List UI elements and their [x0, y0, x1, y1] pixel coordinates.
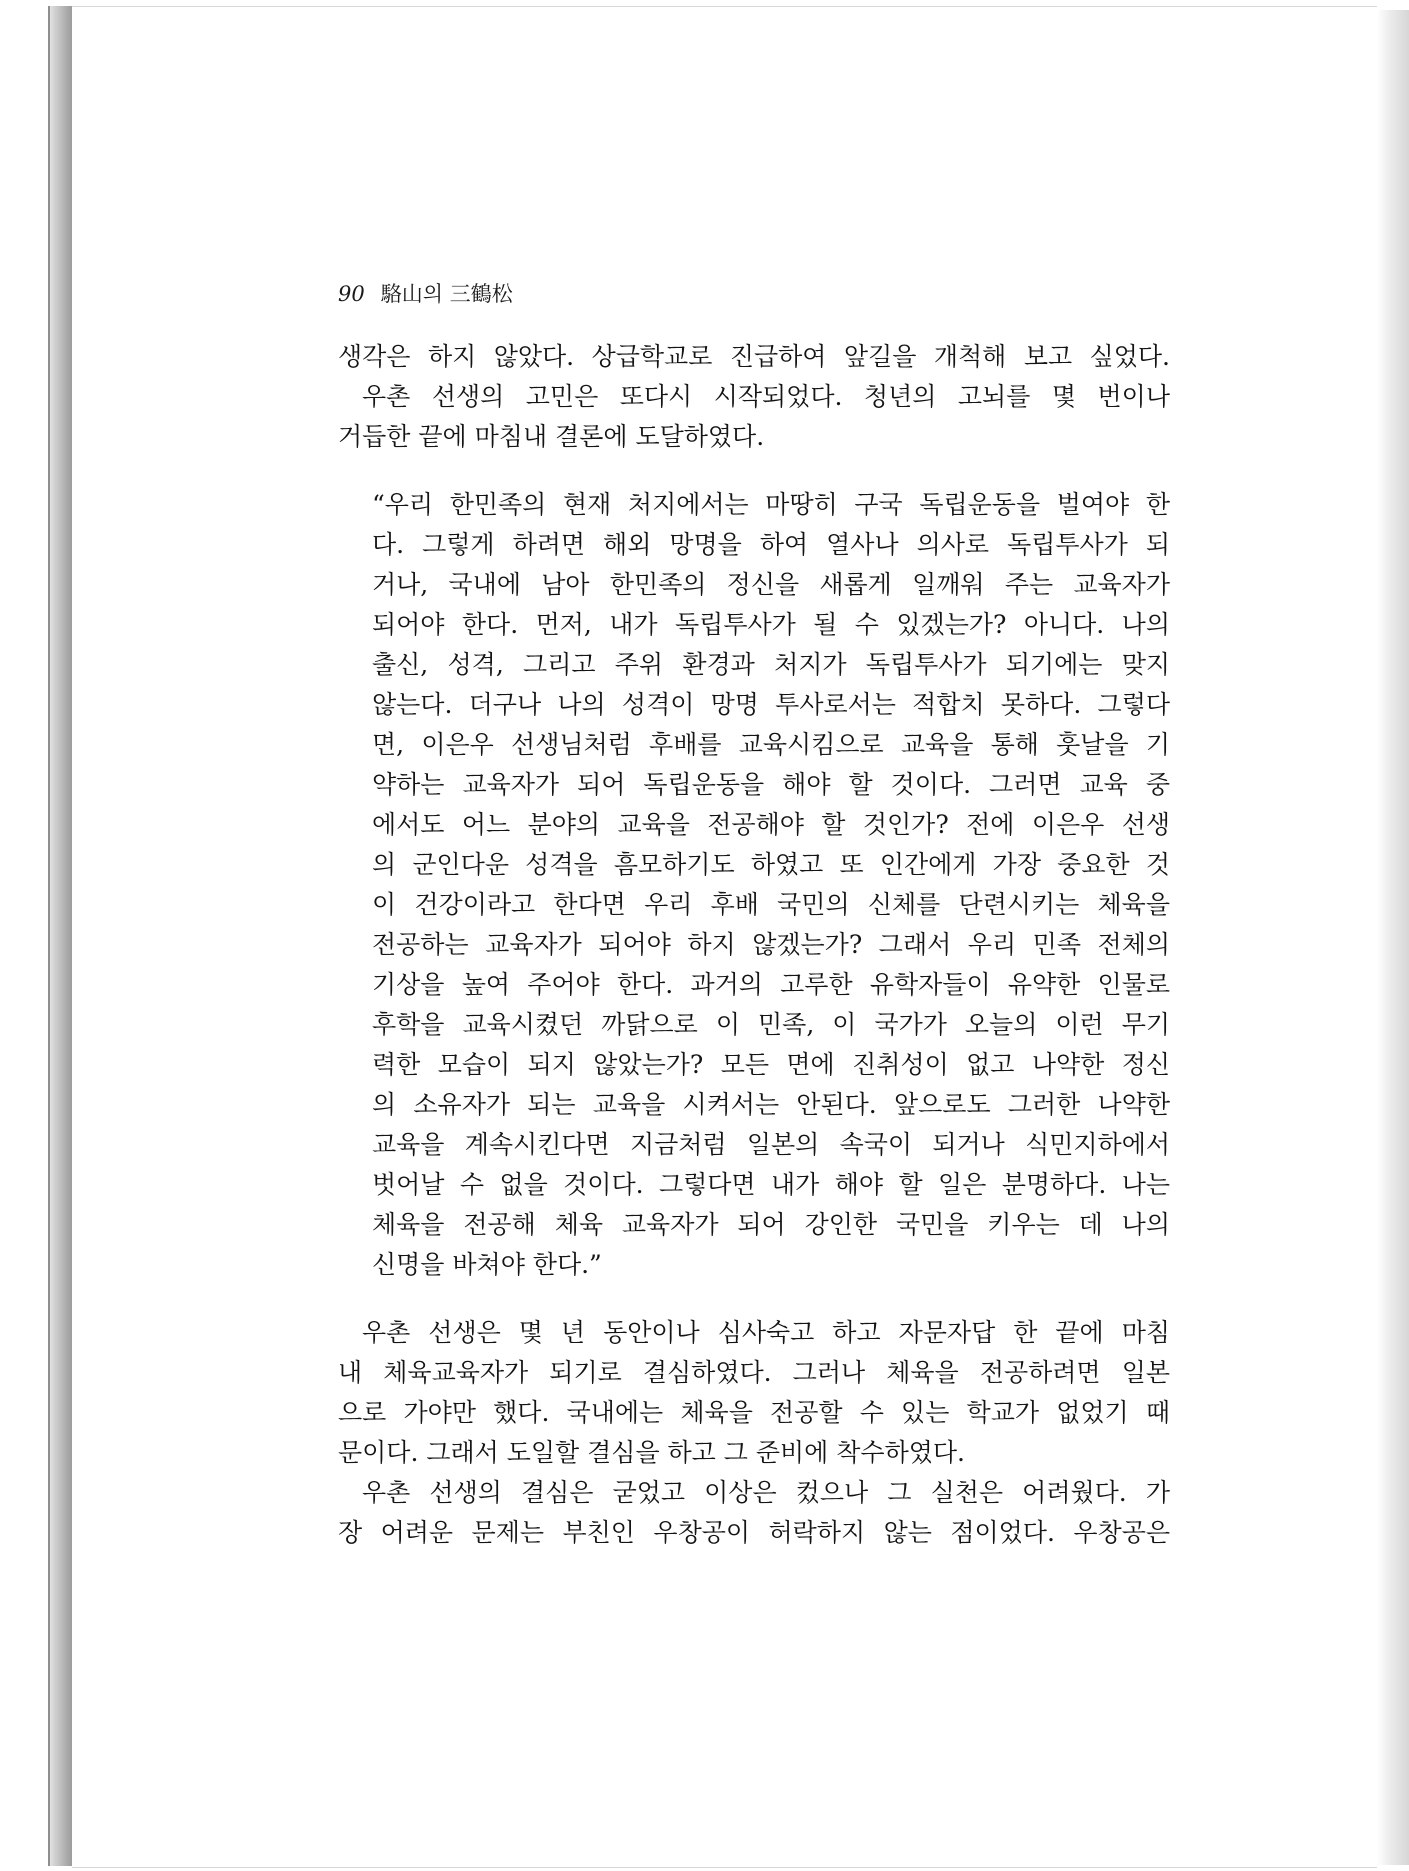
text-line: 문이다. 그래서 도일할 결심을 하고 그 준비에 착수하였다.	[338, 1438, 965, 1467]
body-text	[338, 337, 1170, 1553]
quote-line: 력한 모습이 되지 않았는가? 모든 면에 진취성이 없고 나약한 정신	[372, 1050, 1170, 1079]
book-title: 駱山의 三鶴松	[380, 282, 513, 306]
running-header	[338, 278, 513, 308]
quote-line: 이 건강이라고 한다면 우리 후배 국민의 신체를 단련시키는 체육을	[372, 890, 1170, 919]
text-line: 우촌 선생의 고민은 또다시 시작되었다. 청년의 고뇌를 몇 번이나	[362, 382, 1170, 411]
quote-line: 후학을 교육시켰던 까닭으로 이 민족, 이 국가가 오늘의 이런 무기	[372, 1010, 1170, 1039]
text-line: 생각은 하지 않았다. 상급학교로 진급하여 앞길을 개척해 보고 싶었다.	[338, 342, 1170, 371]
quote-line: 거나, 국내에 남아 한민족의 정신을 새롭게 일깨워 주는 교육자가	[372, 570, 1170, 599]
paragraph-gap	[338, 457, 1170, 485]
quote-line: 벗어날 수 없을 것이다. 그렇다면 내가 해야 할 일은 분명하다. 나는	[372, 1170, 1170, 1199]
quote-line: 되어야 한다. 먼저, 내가 독립투사가 될 수 있겠는가? 아니다. 나의	[372, 610, 1170, 639]
quote-line: 전공하는 교육자가 되어야 하지 않겠는가? 그래서 우리 민족 전체의	[372, 930, 1170, 959]
text-line: 우촌 선생의 결심은 굳었고 이상은 컸으나 그 실천은 어려웠다. 가	[362, 1478, 1170, 1507]
quote-line: 신명을 바쳐야 한다.”	[372, 1250, 602, 1279]
quote-line: 교육을 계속시킨다면 지금처럼 일본의 속국이 되거나 식민지하에서	[372, 1130, 1170, 1159]
text-line: 거듭한 끝에 마침내 결론에 도달하였다.	[338, 422, 765, 451]
text-line: 장 어려운 문제는 부친인 우창공이 허락하지 않는 점이었다. 우창공은	[338, 1518, 1170, 1547]
paragraph-gap	[338, 1285, 1170, 1313]
quote-line: 기상을 높여 주어야 한다. 과거의 고루한 유학자들이 유약한 인물로	[372, 970, 1170, 999]
quote-line: 다. 그렇게 하려면 해외 망명을 하여 열사나 의사로 독립투사가 되	[372, 530, 1170, 559]
page-stack-edge	[48, 6, 72, 1866]
block-quote	[338, 485, 1170, 1285]
quote-line: 체육을 전공해 체육 교육자가 되어 강인한 국민을 키우는 데 나의	[372, 1210, 1170, 1239]
quote-line: 출신, 성격, 그리고 주위 환경과 처지가 독립투사가 되기에는 맞지	[372, 650, 1170, 679]
quote-line: 의 소유자가 되는 교육을 시켜서는 안된다. 앞으로도 그러한 나약한	[372, 1090, 1170, 1119]
text-line: 으로 가야만 했다. 국내에는 체육을 전공할 수 있는 학교가 없었기 때	[338, 1398, 1170, 1427]
text-line: 내 체육교육자가 되기로 결심하였다. 그러나 체육을 전공하려면 일본	[338, 1358, 1170, 1387]
quote-line: 면, 이은우 선생님처럼 후배를 교육시킴으로 교육을 통해 훗날을 기	[372, 730, 1170, 759]
quote-line: 의 군인다운 성격을 흠모하기도 하였고 또 인간에게 가장 중요한 것	[372, 850, 1170, 879]
quote-line: “우리 한민족의 현재 처지에서는 마땅히 구국 독립운동을 벌여야 한	[372, 490, 1170, 519]
page-number: 90	[338, 282, 365, 306]
quote-line: 않는다. 더구나 나의 성격이 망명 투사로서는 적합치 못하다. 그렇다	[372, 690, 1170, 719]
quote-line: 에서도 어느 분야의 교육을 전공해야 할 것인가? 전에 이은우 선생	[372, 810, 1170, 839]
text-line: 우촌 선생은 몇 년 동안이나 심사숙고 하고 자문자답 한 끝에 마침	[362, 1318, 1170, 1347]
page-right-shadow	[1377, 10, 1409, 1865]
quote-line: 약하는 교육자가 되어 독립운동을 해야 할 것이다. 그러면 교육 중	[372, 770, 1170, 799]
